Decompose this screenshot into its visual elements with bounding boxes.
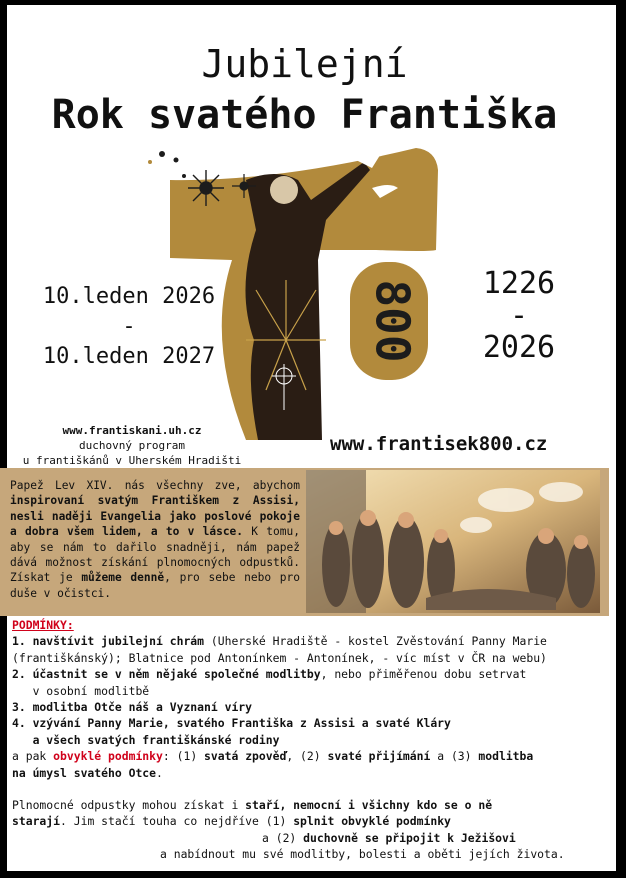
dates-right xyxy=(464,268,574,364)
condition-2-line2: v osobní modlitbě xyxy=(12,683,150,698)
year-dash: - xyxy=(509,298,529,333)
final-text-line2: starají. Jim stačí touha co nejdříve (1) splnit obvyklé podmínky xyxy=(12,814,451,829)
usual-conditions-line2: na úmysl svatého Otce. xyxy=(12,765,163,780)
date-start: 10.leden 2026 xyxy=(42,284,216,309)
intro-text: Papež Lev XIV. nás všechny zve, abychom inspirovaní svatým Františkem z Assisi, nesli naději Evangelia jako poslové pokoje a dobra všem lidem, a to v lásce. K tomu, aby se nám to dařilo snadněji, nám papež dává možnost získání plnomocných odpustků. Získat je můžeme denně, pro sebe nebo pro duše v očistci. xyxy=(10,479,301,600)
website-left xyxy=(22,423,242,468)
figure-head xyxy=(270,176,298,204)
conditions-heading: PODMÍNKY: xyxy=(12,618,74,632)
final-text-line1: Plnomocné odpustky mohou získat i staří, nemocní i všichny kdo se o ně xyxy=(12,798,493,813)
condition-1: 1. navštívit jubilejní chrám (Uherské Hradiště - kostel Zvěstování Panny Marie xyxy=(12,634,547,649)
painting-image xyxy=(306,470,600,613)
title-line1: Jubilejní xyxy=(201,42,408,86)
date-dash: - xyxy=(122,314,136,339)
final-text-line4: a nabídnout mu své modlitby, bolesti a oběti jejích života. xyxy=(160,847,565,862)
website-left-url[interactable]: www.frantiskani.uh.cz xyxy=(62,424,202,437)
usual-conditions: a pak obvyklé podmínky: (1) svatá zpověď, (2) svaté přijímání a (3) modlitba xyxy=(12,749,534,764)
condition-1-line2: (františkánský); Blatnice pod Antonínkem - Antonínek, - víc míst v ČR na webu) xyxy=(12,650,547,665)
condition-4-line2: a všech svatých františkánské rodiny xyxy=(12,732,280,747)
website-right[interactable]: www.frantisek800.cz xyxy=(330,433,548,455)
year-start: 1226 xyxy=(482,266,556,301)
condition-2: 2. účastnit se v něm nějaké společné modlitby, nebo přiměřenou dobu setrvat xyxy=(12,667,527,682)
website-left-line2: duchovný program xyxy=(79,439,185,452)
final-text-line3: a (2) duchovně se připojit k Ježišovi xyxy=(262,830,516,845)
conditions xyxy=(12,617,604,863)
year-end: 2026 xyxy=(482,330,556,365)
title-line2: Rok svatého Františka xyxy=(51,92,558,138)
date-end: 10.leden 2027 xyxy=(42,344,216,369)
oval-800-text: 800 xyxy=(365,279,420,363)
condition-4: 4. vzývání Panny Marie, svatého Františka z Assisi a svaté Kláry xyxy=(12,716,451,731)
website-left-line3: u františkánů v Uherském Hradišti xyxy=(22,454,242,467)
condition-3: 3. modlitba Otče náš a Vyznaní víry xyxy=(12,700,253,715)
sunburst-left xyxy=(188,170,224,206)
dates-left xyxy=(24,282,234,372)
